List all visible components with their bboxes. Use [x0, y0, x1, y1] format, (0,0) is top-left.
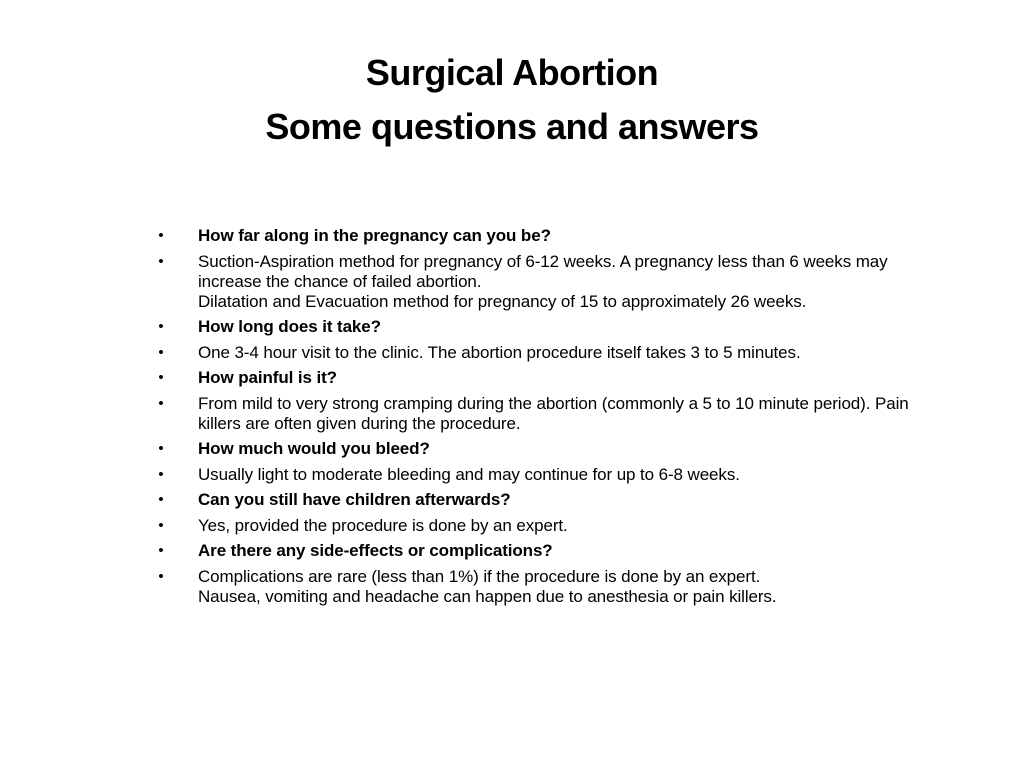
answer-item: [155, 516, 915, 536]
question-item: [155, 368, 915, 388]
bullet-icon: •: [158, 318, 164, 335]
answer-item: [155, 343, 915, 363]
bullet-icon: •: [158, 394, 164, 412]
answer-line: Suction-Aspiration method for pregnancy of 6-12 weeks. A pregnancy less than 6 weeks may increase the chance of failed abortion.: [198, 251, 888, 291]
question-text: How far along in the pregnancy can you be?: [198, 226, 551, 245]
qa-bullet-list: [155, 226, 915, 612]
question-text: How long does it take?: [198, 317, 381, 336]
bullet-icon: •: [158, 252, 164, 270]
question-item: [155, 439, 915, 459]
bullet-icon: •: [158, 516, 164, 534]
answer-item: [155, 394, 915, 434]
answer-text: Yes, provided the procedure is done by an expert.: [198, 515, 568, 535]
question-text: How painful is it?: [198, 368, 337, 387]
answer-text: Usually light to moderate bleeding and may continue for up to 6-8 weeks.: [198, 464, 740, 484]
answer-item: [155, 465, 915, 485]
question-item: [155, 541, 915, 561]
question-item: [155, 226, 915, 246]
bullet-icon: •: [158, 491, 164, 508]
answer-item: [155, 567, 915, 607]
answer-text: [198, 567, 915, 607]
slide-title: [112, 46, 912, 154]
title-line-1: Surgical Abortion: [365, 52, 659, 93]
answer-text: One 3-4 hour visit to the clinic. The abortion procedure itself takes 3 to 5 minutes.: [198, 342, 801, 362]
question-item: [155, 490, 915, 510]
bullet-icon: •: [158, 465, 164, 483]
answer-line: Dilatation and Evacuation method for pregnancy of 15 to approximately 26 weeks.: [198, 291, 807, 311]
question-text: Are there any side-effects or complications?: [198, 541, 553, 560]
question-item: [155, 317, 915, 337]
answer-text: From mild to very strong cramping during the abortion (commonly a 5 to 10 minute period). Pain killers are often given during the procedure.: [198, 393, 909, 433]
question-text: Can you still have children afterwards?: [198, 490, 511, 509]
answer-item: [155, 252, 915, 312]
bullet-icon: •: [158, 567, 164, 585]
bullet-icon: •: [158, 440, 164, 457]
answer-text: [198, 252, 915, 312]
question-text: How much would you bleed?: [198, 439, 430, 458]
title-line-2: Some questions and answers: [265, 106, 759, 147]
answer-line: Nausea, vomiting and headache can happen due to anesthesia or pain killers.: [198, 586, 777, 606]
answer-line: Complications are rare (less than 1%) if the procedure is done by an expert.: [198, 566, 761, 586]
bullet-icon: •: [158, 227, 164, 244]
bullet-icon: •: [158, 343, 164, 361]
bullet-icon: •: [158, 542, 164, 559]
bullet-icon: •: [158, 369, 164, 386]
